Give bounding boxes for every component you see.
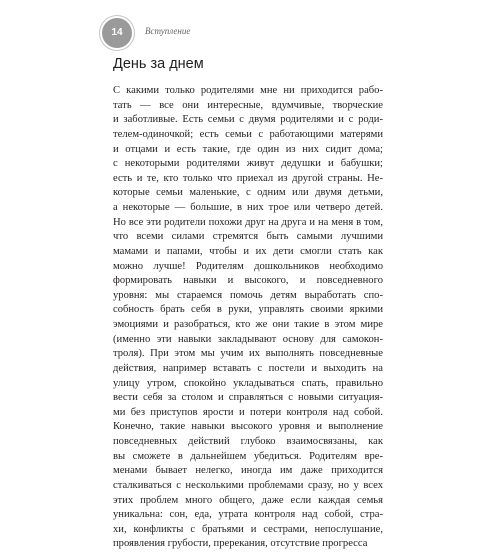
text-line: собность брать себя в руки, управлять своими яркими — [113, 304, 383, 316]
text-line: и отцами и есть такие, где один из них сидит дома; — [113, 143, 383, 155]
text-line: есть и те, кто только что приехал из другой страны. Не- — [113, 172, 383, 184]
text-line: телем-одиночкой; есть семьи с работающими матерями — [113, 128, 383, 140]
text-line: вести себя за столом и справляться с новыми ситуация- — [113, 392, 383, 404]
text-line: (именно эти навыки закладывают основу для самокон- — [113, 333, 383, 345]
text-line: действия, например вставать с постели и выходить на — [113, 362, 383, 374]
text-line: мамами и папами, чтобы и их дети смогли стать как — [113, 245, 383, 257]
text-line: эмоциями и разобраться, кто же они такие в этом мире — [113, 319, 383, 330]
text-line: которые семьи маленькие, с одним или двумя детьми, — [113, 187, 383, 199]
text-line: хи, конфликты с братьями и сестрами, непослушание, — [113, 523, 383, 535]
text-line: этих проблем много общего, даже если каждая семья — [113, 494, 383, 506]
text-line: вы сможете в дальнейшем убедиться. Родителям вре- — [113, 450, 383, 462]
text-line: уровня: мы стараемся помочь детям выработать спо- — [113, 289, 383, 301]
text-line: Но все эти родители похожи друг на друга и на меня в том, — [113, 216, 383, 228]
text-line: тать — все они интересные, вдумчивые, творческие — [113, 99, 383, 111]
text-line: а некоторые — большие, в них трое или четверо детей. — [113, 202, 383, 213]
page-number: 14 — [111, 27, 123, 38]
text-line: улицу утром, спокойно укладываться спать, правильно — [113, 377, 383, 389]
text-line: ми без приступов ярости и потери контроля над собой. — [113, 406, 383, 418]
page-number-badge — [102, 18, 132, 48]
text-line: уникальна: сон, еда, утрата контроля над собой, стра- — [113, 509, 383, 521]
text-line: что всеми силами стремятся быть самыми лучшими — [113, 231, 383, 243]
text-line: троля). При этом мы учим их выполнять повседневные — [113, 348, 383, 360]
running-header: Вступление — [145, 26, 191, 36]
text-line: проявления грубости, пререкания, отсутствие прогресса — [113, 538, 368, 550]
text-line: и заботливые. Есть семьи с двумя родителями и с роди- — [113, 114, 383, 126]
text-line: повседневных действий глубоко взаимосвязаны, как — [113, 436, 383, 447]
text-line: С какими только родителями мне ни приходится рабо- — [113, 85, 383, 96]
body-text — [113, 84, 383, 552]
text-line: менами бывает нелегко, иногда им даже приходится — [113, 465, 383, 477]
text-line: с некоторыми родителями живут дедушки и бабушки; — [113, 158, 383, 170]
text-line: можно лучше! Родителям дошкольников необходимо — [113, 260, 383, 272]
section-title: День за днем — [113, 56, 204, 72]
text-line: сталкиваться с несколькими проблемами сразу, но у всех — [113, 479, 383, 491]
text-line: Конечно, такие навыки высокого уровня и выполнение — [113, 421, 383, 433]
text-line: формировать навыки и высокого, и повседневного — [113, 275, 383, 287]
